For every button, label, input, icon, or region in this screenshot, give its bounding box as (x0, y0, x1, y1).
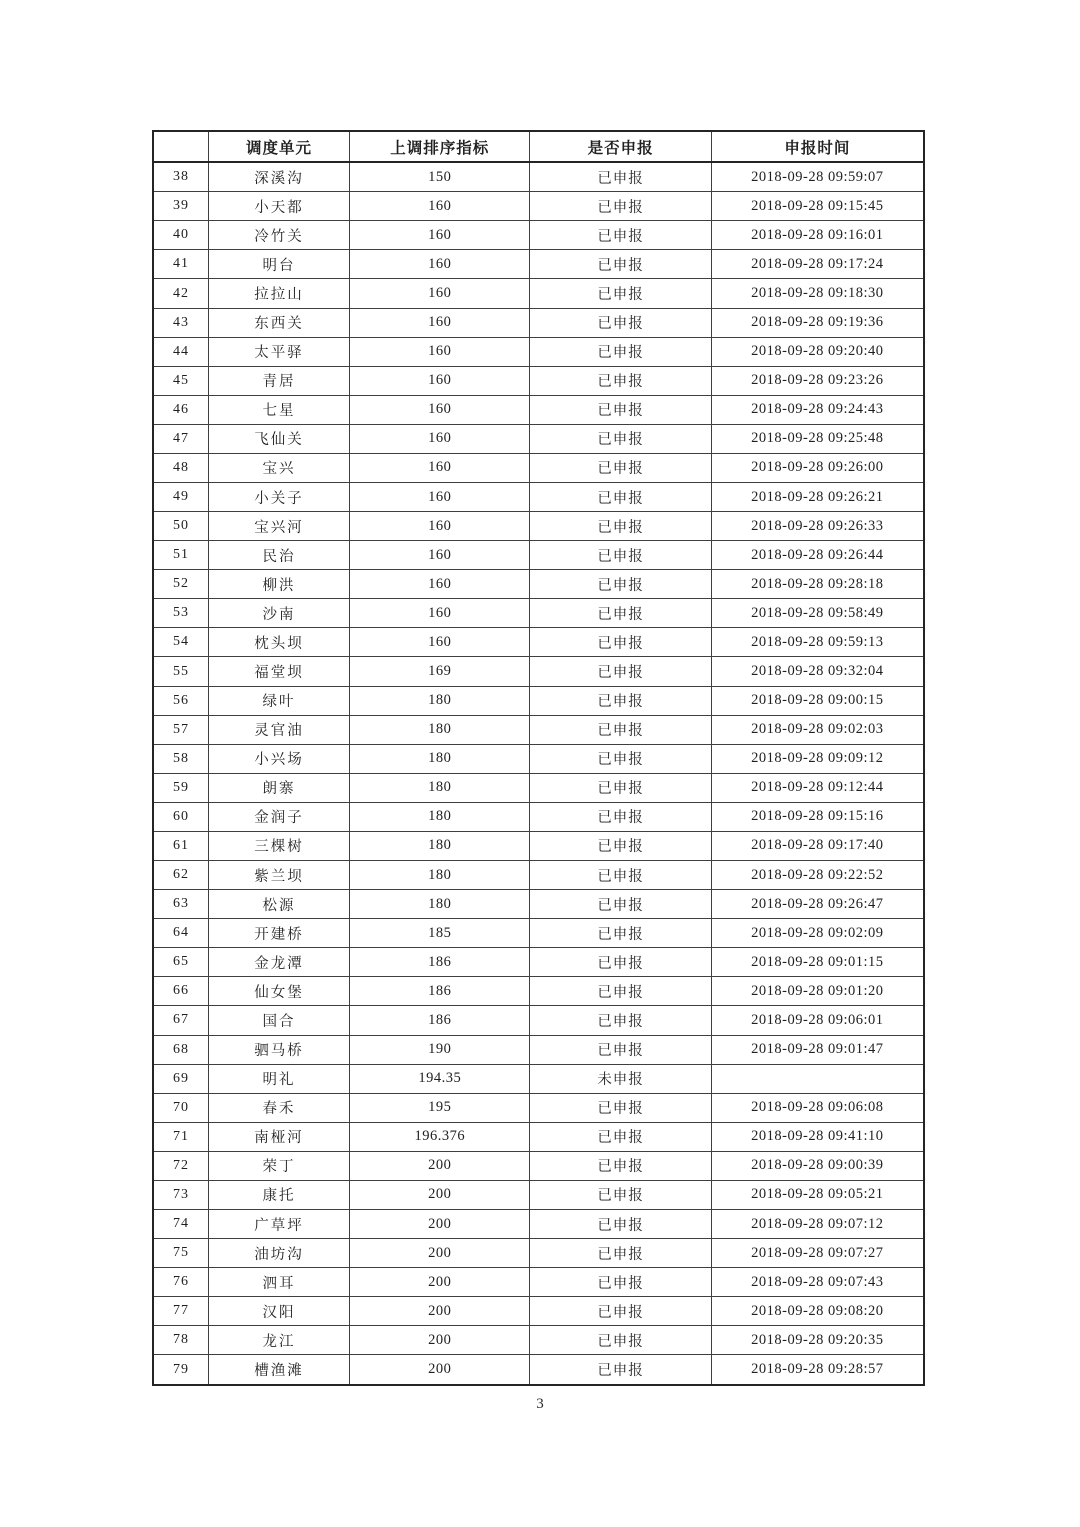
cell-dispatch-unit: 仙女堡 (209, 977, 350, 1006)
cell-row-number: 65 (153, 948, 209, 977)
cell-dispatch-unit: 汉阳 (209, 1297, 350, 1326)
cell-row-number: 48 (153, 453, 209, 482)
cell-declared-status: 已申报 (530, 162, 711, 192)
cell-declaration-time: 2018-09-28 09:25:48 (711, 424, 924, 453)
cell-row-number: 39 (153, 192, 209, 221)
cell-row-number: 69 (153, 1064, 209, 1093)
cell-declared-status: 已申报 (530, 599, 711, 628)
cell-row-number: 59 (153, 773, 209, 802)
cell-declaration-time: 2018-09-28 09:16:01 (711, 221, 924, 250)
cell-up-rank-indicator: 180 (350, 802, 530, 831)
cell-row-number: 47 (153, 424, 209, 453)
cell-row-number: 50 (153, 512, 209, 541)
table-row (153, 890, 924, 919)
cell-up-rank-indicator: 160 (350, 395, 530, 424)
cell-row-number: 71 (153, 1122, 209, 1151)
header-cell-up-rank-indicator: 上调排序指标 (350, 131, 530, 162)
cell-dispatch-unit: 松源 (209, 890, 350, 919)
cell-dispatch-unit: 冷竹关 (209, 221, 350, 250)
cell-declaration-time: 2018-09-28 09:02:03 (711, 715, 924, 744)
cell-declared-status: 已申报 (530, 1006, 711, 1035)
cell-declared-status: 已申报 (530, 279, 711, 308)
cell-declared-status: 已申报 (530, 1122, 711, 1151)
dispatch-declaration-table (152, 130, 925, 1386)
table-row (153, 628, 924, 657)
cell-dispatch-unit: 小关子 (209, 483, 350, 512)
cell-dispatch-unit: 油坊沟 (209, 1239, 350, 1268)
table-row (153, 599, 924, 628)
cell-declared-status: 已申报 (530, 1268, 711, 1297)
cell-declared-status: 已申报 (530, 1326, 711, 1355)
cell-up-rank-indicator: 200 (350, 1209, 530, 1238)
table-row (153, 744, 924, 773)
cell-row-number: 73 (153, 1180, 209, 1209)
table-row (153, 831, 924, 860)
cell-dispatch-unit: 沙南 (209, 599, 350, 628)
cell-up-rank-indicator: 160 (350, 599, 530, 628)
cell-up-rank-indicator: 180 (350, 890, 530, 919)
table-row (153, 483, 924, 512)
cell-dispatch-unit: 驷马桥 (209, 1035, 350, 1064)
cell-declared-status: 已申报 (530, 802, 711, 831)
cell-row-number: 44 (153, 337, 209, 366)
cell-declared-status: 已申报 (530, 657, 711, 686)
table-row (153, 1035, 924, 1064)
cell-up-rank-indicator: 195 (350, 1093, 530, 1122)
cell-up-rank-indicator: 160 (350, 512, 530, 541)
table-row (153, 686, 924, 715)
cell-declared-status: 已申报 (530, 395, 711, 424)
cell-declared-status: 已申报 (530, 890, 711, 919)
cell-up-rank-indicator: 180 (350, 744, 530, 773)
cell-declared-status: 已申报 (530, 686, 711, 715)
cell-row-number: 75 (153, 1239, 209, 1268)
cell-dispatch-unit: 东西关 (209, 308, 350, 337)
cell-up-rank-indicator: 200 (350, 1326, 530, 1355)
cell-declaration-time: 2018-09-28 09:23:26 (711, 366, 924, 395)
cell-declaration-time: 2018-09-28 09:28:57 (711, 1355, 924, 1385)
cell-dispatch-unit: 深溪沟 (209, 162, 350, 192)
table-row (153, 919, 924, 948)
cell-row-number: 78 (153, 1326, 209, 1355)
cell-row-number: 55 (153, 657, 209, 686)
cell-dispatch-unit: 明台 (209, 250, 350, 279)
cell-row-number: 63 (153, 890, 209, 919)
cell-declaration-time: 2018-09-28 09:41:10 (711, 1122, 924, 1151)
cell-declaration-time: 2018-09-28 09:07:27 (711, 1239, 924, 1268)
cell-up-rank-indicator: 150 (350, 162, 530, 192)
cell-up-rank-indicator: 186 (350, 977, 530, 1006)
table-row (153, 861, 924, 890)
cell-row-number: 40 (153, 221, 209, 250)
cell-declaration-time: 2018-09-28 09:58:49 (711, 599, 924, 628)
table-row (153, 948, 924, 977)
cell-row-number: 43 (153, 308, 209, 337)
table-row (153, 162, 924, 192)
table-row (153, 1355, 924, 1385)
cell-dispatch-unit: 槽渔滩 (209, 1355, 350, 1385)
cell-row-number: 56 (153, 686, 209, 715)
cell-dispatch-unit: 三棵树 (209, 831, 350, 860)
cell-declared-status: 已申报 (530, 628, 711, 657)
cell-declaration-time: 2018-09-28 09:01:20 (711, 977, 924, 1006)
cell-declared-status: 已申报 (530, 337, 711, 366)
cell-declaration-time: 2018-09-28 09:06:08 (711, 1093, 924, 1122)
cell-row-number: 42 (153, 279, 209, 308)
table-row (153, 1297, 924, 1326)
cell-declaration-time: 2018-09-28 09:09:12 (711, 744, 924, 773)
cell-row-number: 67 (153, 1006, 209, 1035)
cell-up-rank-indicator: 186 (350, 1006, 530, 1035)
table-row (153, 366, 924, 395)
cell-declaration-time: 2018-09-28 09:07:43 (711, 1268, 924, 1297)
cell-up-rank-indicator: 160 (350, 424, 530, 453)
header-row (153, 131, 924, 162)
cell-up-rank-indicator: 160 (350, 453, 530, 482)
cell-dispatch-unit: 开建桥 (209, 919, 350, 948)
cell-row-number: 45 (153, 366, 209, 395)
cell-dispatch-unit: 小天都 (209, 192, 350, 221)
cell-up-rank-indicator: 160 (350, 541, 530, 570)
cell-declaration-time: 2018-09-28 09:24:43 (711, 395, 924, 424)
cell-up-rank-indicator: 200 (350, 1180, 530, 1209)
table-row (153, 308, 924, 337)
cell-up-rank-indicator: 160 (350, 279, 530, 308)
cell-declaration-time: 2018-09-28 09:00:15 (711, 686, 924, 715)
cell-row-number: 38 (153, 162, 209, 192)
cell-declaration-time: 2018-09-28 09:28:18 (711, 570, 924, 599)
cell-row-number: 52 (153, 570, 209, 599)
table-row (153, 1093, 924, 1122)
table-body (153, 162, 924, 1385)
cell-declared-status: 已申报 (530, 1151, 711, 1180)
cell-declaration-time: 2018-09-28 09:22:52 (711, 861, 924, 890)
cell-row-number: 53 (153, 599, 209, 628)
cell-declared-status: 已申报 (530, 1355, 711, 1385)
cell-declaration-time: 2018-09-28 09:15:45 (711, 192, 924, 221)
cell-declaration-time: 2018-09-28 09:17:40 (711, 831, 924, 860)
cell-declaration-time: 2018-09-28 09:01:47 (711, 1035, 924, 1064)
cell-declaration-time: 2018-09-28 09:17:24 (711, 250, 924, 279)
cell-row-number: 72 (153, 1151, 209, 1180)
table-row (153, 1151, 924, 1180)
cell-up-rank-indicator: 160 (350, 250, 530, 279)
cell-up-rank-indicator: 160 (350, 628, 530, 657)
cell-up-rank-indicator: 180 (350, 715, 530, 744)
cell-dispatch-unit: 广草坪 (209, 1209, 350, 1238)
cell-row-number: 54 (153, 628, 209, 657)
cell-declaration-time (711, 1064, 924, 1093)
cell-up-rank-indicator: 194.35 (350, 1064, 530, 1093)
cell-dispatch-unit: 国合 (209, 1006, 350, 1035)
table-row (153, 221, 924, 250)
cell-dispatch-unit: 飞仙关 (209, 424, 350, 453)
cell-up-rank-indicator: 169 (350, 657, 530, 686)
cell-row-number: 61 (153, 831, 209, 860)
table-row (153, 1064, 924, 1093)
header-cell-index (153, 131, 209, 162)
table-row (153, 802, 924, 831)
cell-dispatch-unit: 明礼 (209, 1064, 350, 1093)
cell-dispatch-unit: 春禾 (209, 1093, 350, 1122)
cell-dispatch-unit: 青居 (209, 366, 350, 395)
cell-row-number: 60 (153, 802, 209, 831)
cell-up-rank-indicator: 160 (350, 308, 530, 337)
cell-up-rank-indicator: 190 (350, 1035, 530, 1064)
cell-declared-status: 已申报 (530, 250, 711, 279)
table-row (153, 424, 924, 453)
cell-declared-status: 已申报 (530, 715, 711, 744)
table-row (153, 1268, 924, 1297)
cell-declared-status: 已申报 (530, 424, 711, 453)
cell-row-number: 51 (153, 541, 209, 570)
cell-declared-status: 已申报 (530, 308, 711, 337)
cell-row-number: 74 (153, 1209, 209, 1238)
header-cell-declaration-time: 申报时间 (711, 131, 924, 162)
cell-dispatch-unit: 龙江 (209, 1326, 350, 1355)
header-cell-dispatch-unit: 调度单元 (209, 131, 350, 162)
cell-row-number: 76 (153, 1268, 209, 1297)
cell-declaration-time: 2018-09-28 09:15:16 (711, 802, 924, 831)
cell-row-number: 77 (153, 1297, 209, 1326)
cell-declared-status: 已申报 (530, 570, 711, 599)
cell-row-number: 70 (153, 1093, 209, 1122)
cell-declared-status: 已申报 (530, 1035, 711, 1064)
cell-declaration-time: 2018-09-28 09:20:40 (711, 337, 924, 366)
cell-declaration-time: 2018-09-28 09:26:21 (711, 483, 924, 512)
cell-row-number: 68 (153, 1035, 209, 1064)
cell-up-rank-indicator: 160 (350, 221, 530, 250)
cell-declaration-time: 2018-09-28 09:00:39 (711, 1151, 924, 1180)
cell-declared-status: 已申报 (530, 948, 711, 977)
cell-row-number: 79 (153, 1355, 209, 1385)
cell-declared-status: 已申报 (530, 1093, 711, 1122)
cell-up-rank-indicator: 200 (350, 1239, 530, 1268)
cell-declared-status: 未申报 (530, 1064, 711, 1093)
cell-dispatch-unit: 紫兰坝 (209, 861, 350, 890)
cell-up-rank-indicator: 196.376 (350, 1122, 530, 1151)
cell-up-rank-indicator: 160 (350, 483, 530, 512)
cell-up-rank-indicator: 180 (350, 773, 530, 802)
cell-row-number: 46 (153, 395, 209, 424)
table-row (153, 977, 924, 1006)
cell-declaration-time: 2018-09-28 09:02:09 (711, 919, 924, 948)
cell-declaration-time: 2018-09-28 09:08:20 (711, 1297, 924, 1326)
table-row (153, 395, 924, 424)
cell-up-rank-indicator: 160 (350, 366, 530, 395)
table-row (153, 1006, 924, 1035)
cell-dispatch-unit: 朗寨 (209, 773, 350, 802)
cell-dispatch-unit: 七星 (209, 395, 350, 424)
table-row (153, 453, 924, 482)
cell-declared-status: 已申报 (530, 977, 711, 1006)
cell-dispatch-unit: 民治 (209, 541, 350, 570)
table-row (153, 1326, 924, 1355)
cell-up-rank-indicator: 200 (350, 1268, 530, 1297)
cell-dispatch-unit: 绿叶 (209, 686, 350, 715)
cell-declared-status: 已申报 (530, 1297, 711, 1326)
cell-up-rank-indicator: 200 (350, 1151, 530, 1180)
cell-dispatch-unit: 金龙潭 (209, 948, 350, 977)
cell-declaration-time: 2018-09-28 09:26:44 (711, 541, 924, 570)
table-row (153, 512, 924, 541)
cell-declared-status: 已申报 (530, 541, 711, 570)
cell-row-number: 49 (153, 483, 209, 512)
table-row (153, 279, 924, 308)
table-row (153, 337, 924, 366)
cell-dispatch-unit: 宝兴 (209, 453, 350, 482)
cell-dispatch-unit: 康托 (209, 1180, 350, 1209)
cell-up-rank-indicator: 185 (350, 919, 530, 948)
cell-up-rank-indicator: 200 (350, 1297, 530, 1326)
page-number: 3 (536, 1396, 544, 1412)
cell-declared-status: 已申报 (530, 1239, 711, 1268)
cell-up-rank-indicator: 186 (350, 948, 530, 977)
cell-up-rank-indicator: 200 (350, 1355, 530, 1385)
table-row (153, 250, 924, 279)
cell-declared-status: 已申报 (530, 221, 711, 250)
cell-declaration-time: 2018-09-28 09:26:47 (711, 890, 924, 919)
cell-dispatch-unit: 泗耳 (209, 1268, 350, 1297)
cell-dispatch-unit: 灵官油 (209, 715, 350, 744)
cell-declaration-time: 2018-09-28 09:20:35 (711, 1326, 924, 1355)
cell-declaration-time: 2018-09-28 09:06:01 (711, 1006, 924, 1035)
cell-declared-status: 已申报 (530, 366, 711, 395)
cell-declaration-time: 2018-09-28 09:59:13 (711, 628, 924, 657)
cell-declared-status: 已申报 (530, 773, 711, 802)
cell-dispatch-unit: 南桠河 (209, 1122, 350, 1151)
cell-declaration-time: 2018-09-28 09:18:30 (711, 279, 924, 308)
cell-row-number: 64 (153, 919, 209, 948)
cell-row-number: 57 (153, 715, 209, 744)
cell-declared-status: 已申报 (530, 861, 711, 890)
table-row (153, 715, 924, 744)
cell-up-rank-indicator: 160 (350, 570, 530, 599)
cell-row-number: 62 (153, 861, 209, 890)
table-row (153, 192, 924, 221)
cell-declaration-time: 2018-09-28 09:05:21 (711, 1180, 924, 1209)
cell-dispatch-unit: 太平驿 (209, 337, 350, 366)
header-cell-declared-status: 是否申报 (530, 131, 711, 162)
table-row (153, 1209, 924, 1238)
cell-dispatch-unit: 小兴场 (209, 744, 350, 773)
cell-dispatch-unit: 荣丁 (209, 1151, 350, 1180)
cell-up-rank-indicator: 180 (350, 831, 530, 860)
table-row (153, 541, 924, 570)
cell-declared-status: 已申报 (530, 919, 711, 948)
cell-declaration-time: 2018-09-28 09:26:00 (711, 453, 924, 482)
cell-dispatch-unit: 福堂坝 (209, 657, 350, 686)
cell-declared-status: 已申报 (530, 483, 711, 512)
cell-up-rank-indicator: 160 (350, 337, 530, 366)
cell-dispatch-unit: 枕头坝 (209, 628, 350, 657)
cell-declared-status: 已申报 (530, 1180, 711, 1209)
cell-dispatch-unit: 金润子 (209, 802, 350, 831)
cell-declaration-time: 2018-09-28 09:26:33 (711, 512, 924, 541)
cell-dispatch-unit: 宝兴河 (209, 512, 350, 541)
cell-declared-status: 已申报 (530, 512, 711, 541)
cell-up-rank-indicator: 160 (350, 192, 530, 221)
cell-declared-status: 已申报 (530, 453, 711, 482)
cell-row-number: 58 (153, 744, 209, 773)
cell-row-number: 41 (153, 250, 209, 279)
cell-declaration-time: 2018-09-28 09:19:36 (711, 308, 924, 337)
table-row (153, 1122, 924, 1151)
cell-up-rank-indicator: 180 (350, 861, 530, 890)
table-row (153, 1180, 924, 1209)
cell-declared-status: 已申报 (530, 1209, 711, 1238)
cell-declaration-time: 2018-09-28 09:12:44 (711, 773, 924, 802)
cell-declaration-time: 2018-09-28 09:32:04 (711, 657, 924, 686)
table-row (153, 1239, 924, 1268)
cell-row-number: 66 (153, 977, 209, 1006)
cell-declared-status: 已申报 (530, 744, 711, 773)
cell-declared-status: 已申报 (530, 831, 711, 860)
cell-declaration-time: 2018-09-28 09:01:15 (711, 948, 924, 977)
table-row (153, 570, 924, 599)
cell-up-rank-indicator: 180 (350, 686, 530, 715)
cell-dispatch-unit: 柳洪 (209, 570, 350, 599)
cell-declaration-time: 2018-09-28 09:07:12 (711, 1209, 924, 1238)
table-row (153, 657, 924, 686)
cell-declared-status: 已申报 (530, 192, 711, 221)
cell-dispatch-unit: 拉拉山 (209, 279, 350, 308)
table-row (153, 773, 924, 802)
cell-declaration-time: 2018-09-28 09:59:07 (711, 162, 924, 192)
